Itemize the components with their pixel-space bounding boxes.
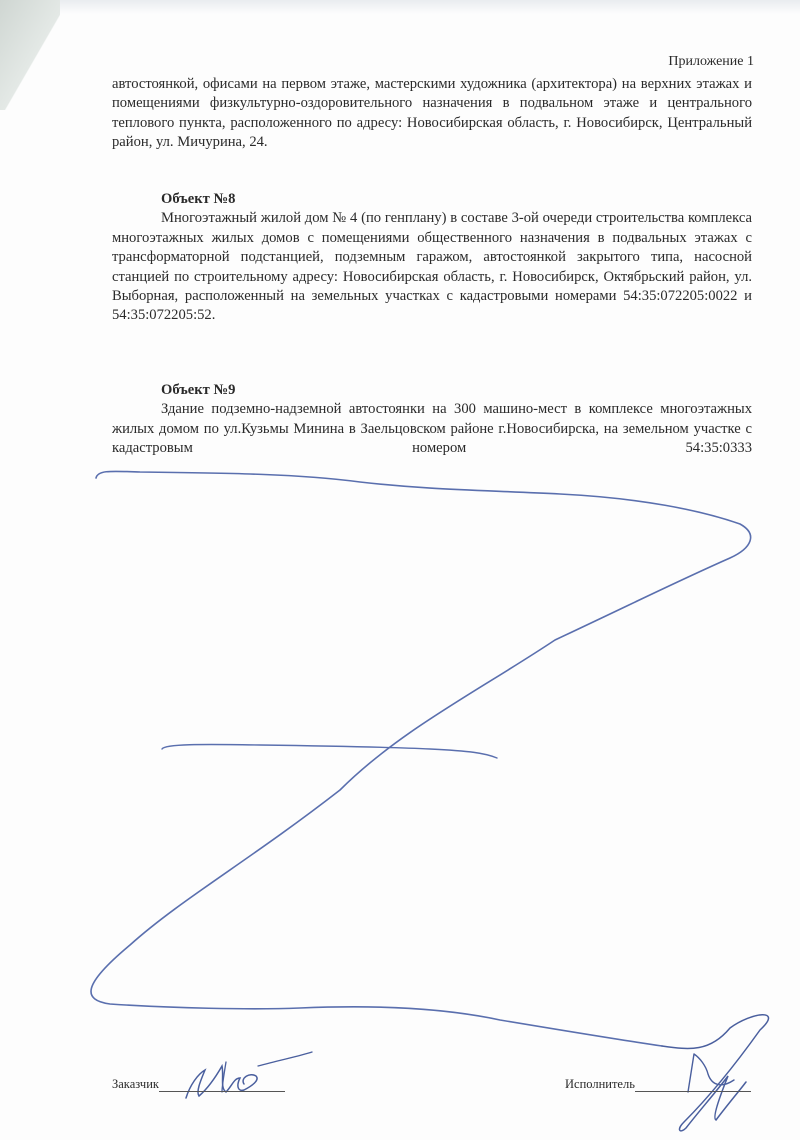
object-8-section	[112, 190, 752, 326]
contractor-signature	[662, 1015, 769, 1131]
z-crossbar-stroke	[162, 744, 497, 758]
scan-corner-artifact	[0, 0, 60, 110]
intro-paragraph: автостоянкой, офисами на первом этаже, мастерскими художника (архитектора) на верхних этажах и помещениями физкультурно-оздоровительного назначения в подвальном этаже и центрального теплового пункта, расположенного по адресу: Новосибирская область, г. Новосибирск, Центральный район, ул. Мичурина, 24.	[112, 76, 752, 151]
z-stroke	[91, 471, 751, 1046]
customer-signature-field	[112, 1077, 285, 1092]
appendix-label: Приложение 1	[668, 54, 754, 69]
customer-label: Заказчик	[112, 1077, 159, 1091]
contractor-signature-line	[635, 1079, 751, 1092]
customer-signature-line	[159, 1079, 285, 1092]
scan-edge-shadow	[0, 0, 800, 14]
contractor-label: Исполнитель	[565, 1077, 635, 1091]
object-9-section	[112, 381, 752, 459]
object-8-title: Объект №8	[161, 191, 236, 207]
object-9-title: Объект №9	[161, 382, 236, 398]
object-9-text: Здание подземно-надземной автостоянки на 300 машино-мест в комплексе многоэтажных жилых домом по ул.Кузьмы Минина в Заельцовском районе г.Новосибирска, на земельном участке с кадастровым номером 54:35:0333	[112, 401, 752, 457]
contractor-signature-field	[565, 1077, 751, 1092]
object-8-text: Многоэтажный жилой дом № 4 (по генплану) в составе 3-ой очереди строительства комплекса многоэтажных жилых домов с помещениями общественного назначения в подвальных этажах с трансформаторной подстанцией, подземным гаражом, автостоянкой закрытого типа, насосной станцией по строительному адресу: Новосибирская область, г. Новосибирск, Октябрьский район, ул. Выборная, расположенный на земельных участках с кадастровыми номерами 54:35:072205:0022 и 54:35:072205:52.	[112, 210, 752, 324]
